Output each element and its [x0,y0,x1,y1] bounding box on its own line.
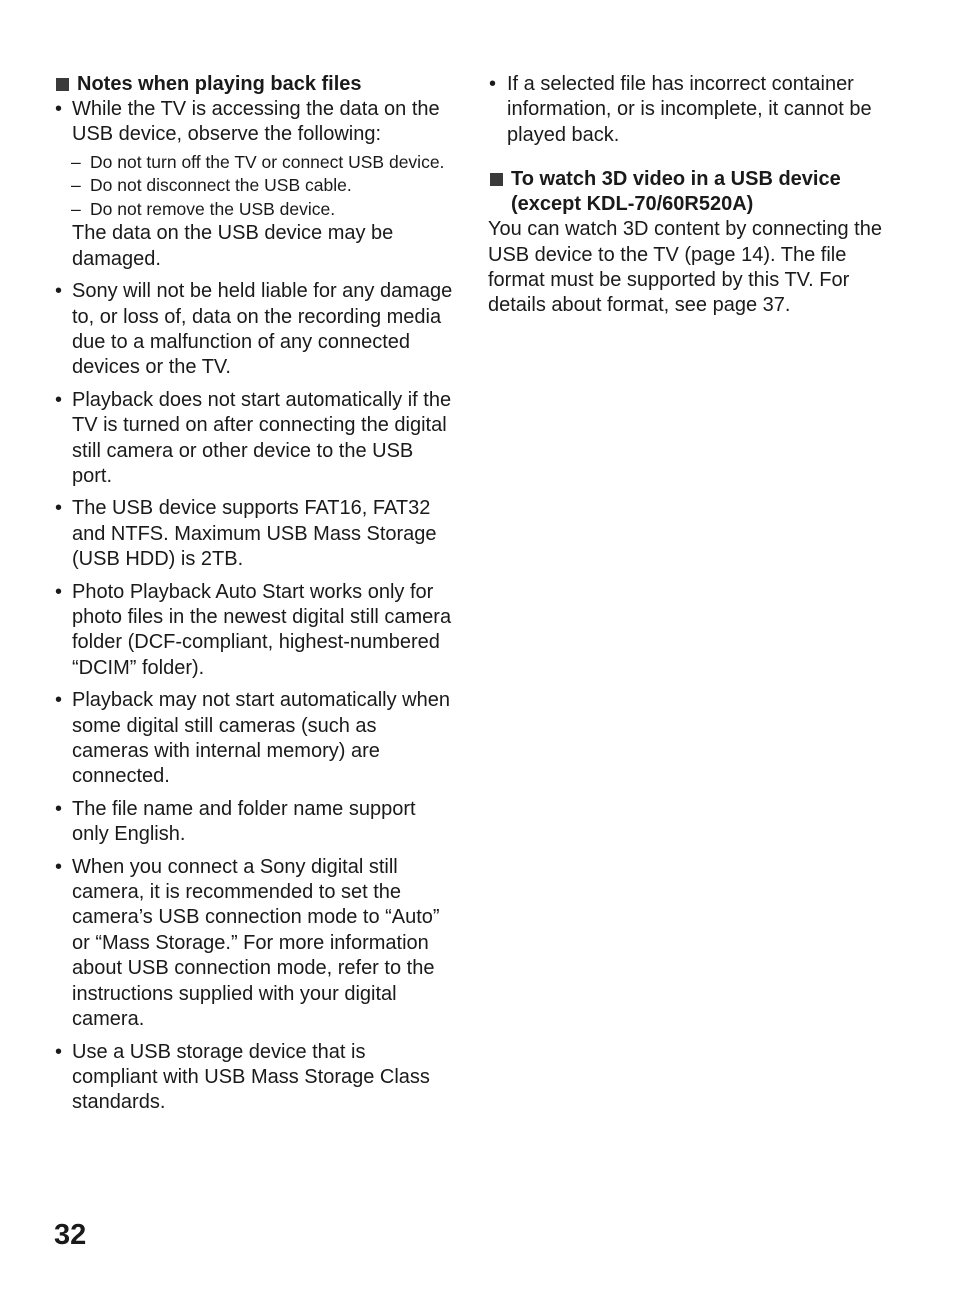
sub-list-item: – Do not turn off the TV or connect USB device. [54,151,454,175]
sub-list-item: – Do not disconnect the USB cable. [54,174,454,198]
list-item: • If a selected file has incorrect container information, or is incomplete, it cannot be played back. [488,72,888,148]
list-item: • Sony will not be held liable for any damage to, or loss of, data on the recording media due to a malfunction of any connected devices or the TV. [54,279,454,381]
right-column [488,72,888,319]
list-item: • While the TV is accessing the data on the USB device, observe the following: [54,97,454,148]
list-item: • The file name and folder name support only English. [54,797,454,848]
list-item: • Playback does not start automatically if the TV is turned on after connecting the digital still camera or other device to the USB port. [54,388,454,490]
list-item: • Use a USB storage device that is compliant with USB Mass Storage Class standards. [54,1040,454,1116]
sub-list-note: The data on the USB device may be damaged. [72,222,394,270]
section-heading-text: Notes when playing back files [77,73,362,95]
sub-list [54,151,454,222]
square-bullet-icon [56,78,69,91]
list-item: • Playback may not start automatically when some digital still cameras (such as cameras with internal memory) are connected. [54,688,454,790]
list-item: • Photo Playback Auto Start works only for photo files in the newest digital still camera folder (DCF-compliant, highest-numbered “DCIM” folder). [54,580,454,682]
left-column [54,72,454,1123]
section-heading-notes [54,72,454,97]
page-number: 32 [54,1219,87,1251]
list-item: • The USB device supports FAT16, FAT32 and NTFS. Maximum USB Mass Storage (USB HDD) is 2TB. [54,496,454,572]
section-heading-text: To watch 3D video in a USB device (except KDL-70/60R520A) [511,168,841,216]
list-item: • When you connect a Sony digital still camera, it is recommended to set the camera’s USB connection mode to “Auto” or “Mass Storage.” For more information about USB connection mode, refer to the instructions supplied with your digital camera. [54,855,454,1033]
section-heading-3d-video [488,167,888,217]
sub-list-item: – Do not remove the USB device. [54,198,454,222]
square-bullet-icon [490,173,503,186]
body-paragraph: You can watch 3D content by connecting the USB device to the TV (page 14). The file format must be supported by this TV. For details about format, see page 37. [488,218,882,317]
